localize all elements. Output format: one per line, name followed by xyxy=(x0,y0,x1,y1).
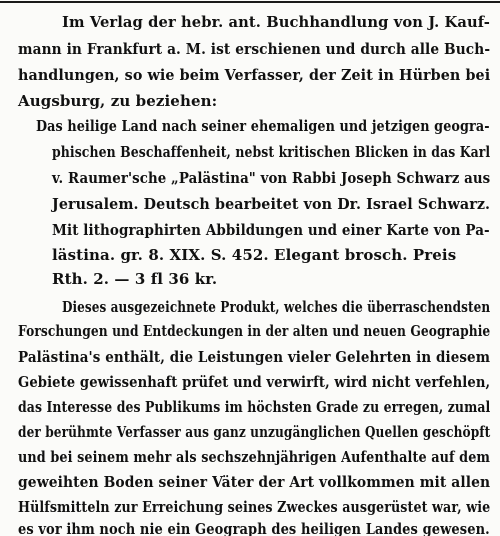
text-line-4: Augsburg, zu beziehen: xyxy=(18,92,218,110)
book-title-line-6: lästina. gr. 8. XIX. S. 452. Elegant brosch. Preis xyxy=(52,246,457,264)
book-title-line-4: Jerusalem. Deutsch bearbeitet von Dr. Israel Schwarz. xyxy=(52,195,491,213)
text-line-2: mann in Frankfurt a. M. ist erschienen und durch alle Buch- xyxy=(18,40,491,58)
book-title-line-2: phischen Beschaffenheit, nebst kritischen Blicken in das Karl xyxy=(52,143,491,161)
description-line-6: der berühmte Verfasser aus ganz unzugänglichen Quellen geschöpft xyxy=(18,423,491,441)
description-line-5: das Interesse des Publikums im höchsten Grade zu erregen, zumal xyxy=(18,398,491,416)
top-rule xyxy=(0,1,500,3)
book-title-line-1: Das heilige Land nach seiner ehemaligen und jetzigen geogra- xyxy=(36,117,490,135)
book-title-line-3: v. Raumer'sche „Palästina" von Rabbi Joseph Schwarz aus xyxy=(52,169,491,187)
description-line-9: Hülfsmitteln zur Erreichung seines Zweckes ausgerüstet war, wie xyxy=(18,498,491,516)
description-line-8: geweihten Boden seiner Väter der Art vollkommen mit allen xyxy=(18,473,491,491)
description-line-2: Forschungen und Entdeckungen in der alten und neuen Geographie xyxy=(18,322,491,340)
description-line-10: es vor ihm noch nie ein Geograph des heiligen Landes gewesen. xyxy=(18,520,490,536)
book-title-line-5: Mit lithographirten Abbildungen und einer Karte von Pa- xyxy=(52,221,490,239)
text-line-3: handlungen, so wie beim Verfasser, der Zeit in Hürben bei xyxy=(18,66,491,84)
description-line-7: und bei seinem mehr als sechszehnjährigen Aufenthalte auf dem xyxy=(18,448,491,466)
price-line: Rth. 2. — 3 fl 36 kr. xyxy=(52,270,218,288)
description-line-4: Gebiete gewissenhaft prüfet und verwirft, wird nicht verfehlen, xyxy=(18,373,491,391)
description-line-1: Dieses ausgezeichnete Produkt, welches die überraschendsten xyxy=(62,298,491,316)
text-line-1: Im Verlag der hebr. ant. Buchhandlung von J. Kauf- xyxy=(62,13,490,31)
description-line-3: Palästina's enthält, die Leistungen vieler Gelehrten in diesem xyxy=(18,348,491,366)
